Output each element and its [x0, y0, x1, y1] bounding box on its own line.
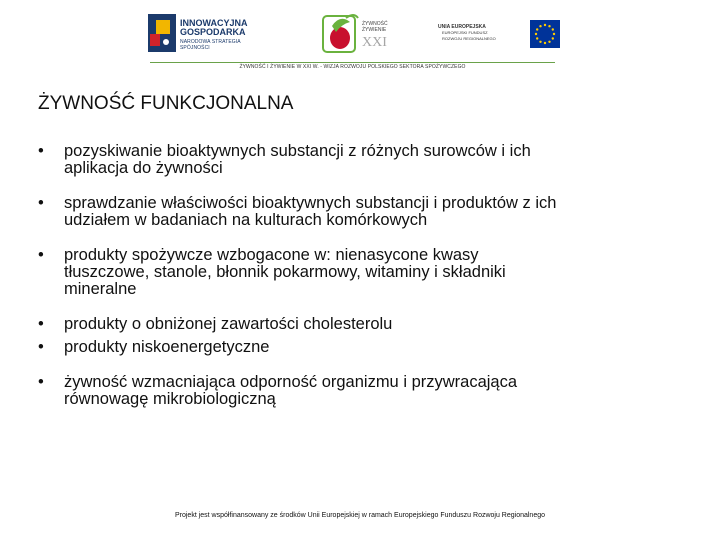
bullet-line: żywność wzmacniająca odporność organizmu i przywracająca — [64, 373, 518, 391]
bullet-dot: • — [38, 142, 44, 160]
bullet-line: udziałem w badaniach na kulturach komórkowych — [64, 211, 428, 229]
bullet-line: produkty o obniżonej zawartości cholesterolu — [64, 315, 393, 333]
bullet-line: produkty spożywcze wzbogacone w: nienasycone kwasy — [64, 246, 479, 264]
header-divider — [150, 62, 555, 63]
bullet-dot: • — [38, 373, 44, 391]
bullet-item — [38, 143, 698, 177]
bullet-item — [38, 374, 698, 408]
bullet-line: aplikacja do żywności — [64, 159, 223, 177]
bullet-dot: • — [38, 246, 44, 264]
bullet-line: sprawdzanie właściwości bioaktywnych substancji i produktów z ich — [64, 194, 557, 212]
logo-line-1: INNOWACYJNA — [180, 18, 248, 28]
eu-flag-icon — [530, 20, 560, 48]
logo-innowacyjna-gospodarka — [148, 14, 268, 54]
header-subtitle: ŻYWNOŚĆ I ŻYWIENIE W XXI W. - WIZJA ROZWOJU POLSKIEGO SEKTORA SPOŻYWCZEGO — [239, 64, 466, 70]
bullet-line: równowagę mikrobiologiczną — [64, 390, 276, 408]
logo-line-3: NARODOWA STRATEGIA SPÓJNOŚCI — [180, 39, 241, 51]
bullet-item — [38, 316, 698, 333]
bullet-item — [38, 195, 698, 229]
logo-line-1: UNIA EUROPEJSKA — [438, 24, 486, 30]
logo-unia-europejska — [438, 18, 560, 52]
logo-zywnosc-zywienie — [322, 12, 412, 58]
logo-line-2: EUROPEJSKI FUNDUSZ — [442, 30, 488, 35]
bullet-line: produkty niskoenergetyczne — [64, 338, 270, 356]
bullet-item — [38, 247, 698, 298]
bullet-dot: • — [38, 194, 44, 212]
bullet-line: pozyskiwanie bioaktywnych substancji z różnych surowców i ich — [64, 142, 531, 160]
bullet-list — [38, 143, 698, 408]
logo-line-2: GOSPODARKA — [180, 27, 246, 37]
leaf-tomato-icon — [322, 12, 360, 56]
logo-line-2: ŻYWIENIE — [362, 27, 387, 33]
footer-note: Projekt jest współfinansowany ze środków Unii Europejskiej w ramach Europejskiego Funduszu Rozwoju Regionalnego — [174, 512, 546, 519]
logo-line-3: ROZWOJU REGIONALNEGO — [442, 36, 496, 41]
bullet-dot: • — [38, 338, 44, 356]
ig-flag-icon — [148, 14, 176, 52]
logo-line-3: XXI — [362, 35, 387, 50]
bullet-line: mineralne — [64, 280, 137, 298]
bullet-item — [38, 339, 698, 356]
logo-line-1: ŻYWNOŚĆ — [362, 21, 388, 27]
bullet-dot: • — [38, 315, 44, 333]
slide-title: ŻYWNOŚĆ FUNKCJONALNA — [38, 93, 294, 114]
bullet-line: tłuszczowe, stanole, błonnik pokarmowy, witaminy i składniki — [64, 263, 506, 281]
